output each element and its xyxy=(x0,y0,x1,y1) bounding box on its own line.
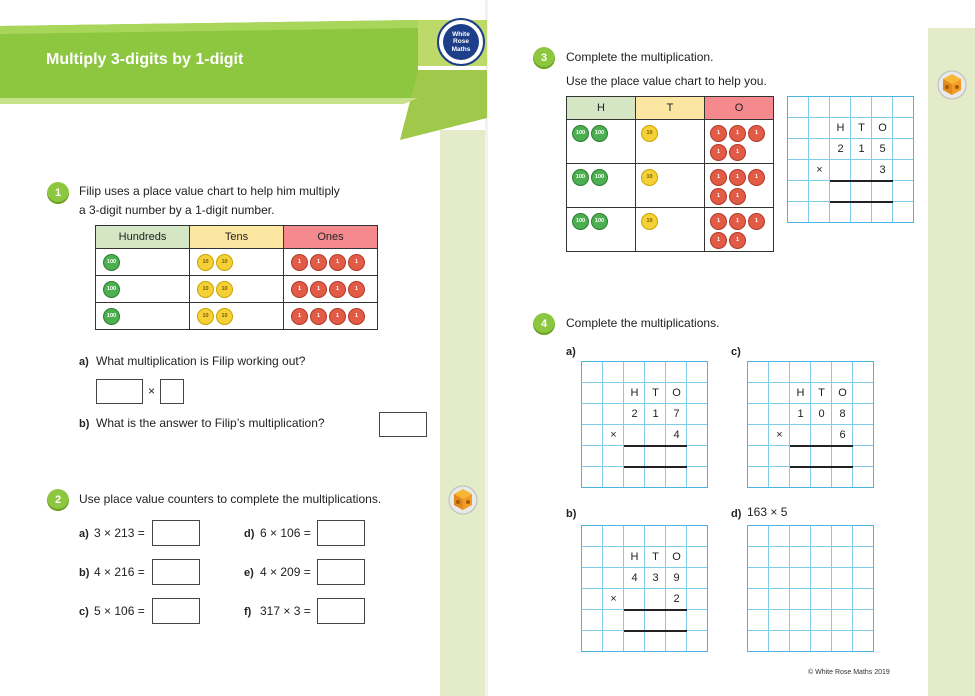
ones-cell xyxy=(705,164,774,208)
one-counter: 1 xyxy=(748,213,765,230)
ten-counter: 10 xyxy=(641,213,658,230)
left-margin-strip xyxy=(440,130,487,696)
ones-cell xyxy=(284,276,378,303)
grid-o: O xyxy=(672,551,681,563)
grid-h: H xyxy=(630,387,639,399)
q3-place-value-chart xyxy=(566,96,774,252)
grid-digit: 6 xyxy=(839,429,846,441)
question-number: 1 xyxy=(47,182,69,204)
one-counter: 1 xyxy=(729,232,746,249)
hundred-counter: 100 xyxy=(103,308,120,325)
grid-h: H xyxy=(836,122,845,134)
one-counter: 1 xyxy=(310,281,327,298)
title-banner xyxy=(0,0,487,140)
logo-word: Rose xyxy=(453,38,469,46)
grid-o: O xyxy=(838,387,847,399)
question-number: 4 xyxy=(533,313,555,335)
q2a-expr: 3 × 213 = xyxy=(94,526,145,540)
q4b-label: b) xyxy=(566,508,577,520)
answer-line xyxy=(790,445,853,447)
one-counter: 1 xyxy=(710,169,727,186)
q1a-label: a) xyxy=(79,356,89,368)
q1-text-line2: a 3-digit number by a 1-digit number. xyxy=(79,203,275,217)
one-counter: 1 xyxy=(729,169,746,186)
ten-counter: 10 xyxy=(197,254,214,271)
q1a-text: What multiplication is Filip working out? xyxy=(96,354,306,368)
one-counter: 1 xyxy=(729,188,746,205)
q4c-working-grid[interactable] xyxy=(747,361,874,488)
q4-text: Complete the multiplications. xyxy=(566,316,720,330)
q3-working-grid[interactable] xyxy=(787,96,914,223)
one-counter: 1 xyxy=(710,232,727,249)
grid-times: × xyxy=(610,429,617,441)
ones-cell xyxy=(705,208,774,252)
answer-line xyxy=(624,466,687,468)
q2e-answer-box[interactable] xyxy=(317,559,365,585)
ten-counter: 10 xyxy=(197,308,214,325)
ones-cell xyxy=(284,249,378,276)
cube-counter-icon xyxy=(448,483,478,515)
ones-cell xyxy=(705,120,774,164)
one-counter: 1 xyxy=(291,254,308,271)
tens-cell xyxy=(190,276,284,303)
q2e-label: e) xyxy=(244,567,254,579)
grid-times: × xyxy=(816,164,823,176)
q2c-answer-box[interactable] xyxy=(152,598,200,624)
grid-digit: 1 xyxy=(858,143,865,155)
q1-place-value-chart xyxy=(95,225,378,330)
hundred-counter: 100 xyxy=(572,125,589,142)
logo-word: Maths xyxy=(451,45,471,53)
one-counter: 1 xyxy=(310,308,327,325)
one-counter: 1 xyxy=(348,308,365,325)
answer-line xyxy=(624,445,687,447)
grid-digit: 7 xyxy=(673,408,680,420)
hundred-counter: 100 xyxy=(572,213,589,230)
ten-counter: 10 xyxy=(641,169,658,186)
q2b-label: b) xyxy=(79,567,90,579)
hundreds-cell xyxy=(567,164,636,208)
header-tens: Tens xyxy=(190,226,284,249)
grid-digit: 2 xyxy=(837,143,844,155)
grid-digit: 9 xyxy=(673,572,680,584)
tens-cell xyxy=(636,120,705,164)
one-counter: 1 xyxy=(291,308,308,325)
answer-line xyxy=(624,609,687,611)
q4d-working-grid[interactable] xyxy=(747,525,874,652)
one-counter: 1 xyxy=(310,254,327,271)
q2f-label: f) xyxy=(244,606,252,618)
answer-line xyxy=(624,630,687,632)
hundreds-cell xyxy=(96,249,190,276)
grid-digit: 3 xyxy=(879,164,886,176)
logo-word: White xyxy=(452,30,470,38)
one-counter: 1 xyxy=(329,281,346,298)
q1b-answer-box[interactable] xyxy=(379,412,427,437)
hundred-counter: 100 xyxy=(591,125,608,142)
grid-digit: 4 xyxy=(673,429,680,441)
answer-line xyxy=(830,201,893,203)
hundreds-cell xyxy=(567,208,636,252)
grid-digit: 1 xyxy=(797,408,804,420)
grid-digit: 2 xyxy=(673,593,680,605)
q2b-answer-box[interactable] xyxy=(152,559,200,585)
q1b-label: b) xyxy=(79,418,90,430)
answer-line xyxy=(830,180,893,182)
q1-text-line1: Filip uses a place value chart to help him multiply xyxy=(79,184,340,198)
times-sign: × xyxy=(148,384,156,398)
header-t: T xyxy=(636,97,705,120)
q2b-expr: 4 × 216 = xyxy=(94,565,145,579)
grid-times: × xyxy=(610,593,617,605)
grid-t: T xyxy=(652,551,659,563)
grid-digit: 2 xyxy=(631,408,638,420)
ones-cell xyxy=(284,303,378,330)
q2-text: Use place value counters to complete the multiplications. xyxy=(79,492,382,506)
q2a-label: a) xyxy=(79,528,89,540)
hundred-counter: 100 xyxy=(591,169,608,186)
q2d-answer-box[interactable] xyxy=(317,520,365,546)
grid-o: O xyxy=(672,387,681,399)
grid-h: H xyxy=(796,387,805,399)
question-number: 2 xyxy=(47,489,69,511)
grid-digit: 8 xyxy=(839,408,846,420)
one-counter: 1 xyxy=(710,213,727,230)
ten-counter: 10 xyxy=(216,281,233,298)
grid-digit: 0 xyxy=(818,408,825,420)
one-counter: 1 xyxy=(748,125,765,142)
white-rose-maths-logo xyxy=(437,18,485,66)
one-counter: 1 xyxy=(729,213,746,230)
one-counter: 1 xyxy=(710,188,727,205)
tens-cell xyxy=(190,249,284,276)
right-margin-strip xyxy=(928,28,975,696)
hundreds-cell xyxy=(96,303,190,330)
cube-counter-icon xyxy=(937,68,967,100)
grid-times: × xyxy=(776,429,783,441)
header-ones: Ones xyxy=(284,226,378,249)
one-counter: 1 xyxy=(348,281,365,298)
ten-counter: 10 xyxy=(216,254,233,271)
hundred-counter: 100 xyxy=(591,213,608,230)
q3-text-line1: Complete the multiplication. xyxy=(566,50,714,64)
q4c-label: c) xyxy=(731,346,741,358)
q2a-answer-box[interactable] xyxy=(152,520,200,546)
hundred-counter: 100 xyxy=(103,254,120,271)
q2c-expr: 5 × 106 = xyxy=(94,604,145,618)
tens-cell xyxy=(190,303,284,330)
copyright: © White Rose Maths 2019 xyxy=(808,669,890,676)
q1b-text: What is the answer to Filip’s multiplication? xyxy=(96,416,325,430)
question-number: 3 xyxy=(533,47,555,69)
one-counter: 1 xyxy=(329,254,346,271)
grid-digit: 4 xyxy=(631,572,638,584)
q4a-working-grid[interactable] xyxy=(581,361,708,488)
grid-digit: 1 xyxy=(652,408,659,420)
grid-t: T xyxy=(818,387,825,399)
hundreds-cell xyxy=(96,276,190,303)
hundred-counter: 100 xyxy=(103,281,120,298)
q2c-label: c) xyxy=(79,606,89,618)
one-counter: 1 xyxy=(348,254,365,271)
tens-cell xyxy=(636,208,705,252)
ten-counter: 10 xyxy=(197,281,214,298)
one-counter: 1 xyxy=(710,144,727,161)
hundreds-cell xyxy=(567,120,636,164)
q2d-label: d) xyxy=(244,528,255,540)
grid-t: T xyxy=(652,387,659,399)
one-counter: 1 xyxy=(329,308,346,325)
one-counter: 1 xyxy=(748,169,765,186)
grid-h: H xyxy=(630,551,639,563)
q1a-answer-box-2[interactable] xyxy=(160,379,184,404)
answer-line xyxy=(790,466,853,468)
q3-text-line2: Use the place value chart to help you. xyxy=(566,74,767,88)
tens-cell xyxy=(636,164,705,208)
hundred-counter: 100 xyxy=(572,169,589,186)
one-counter: 1 xyxy=(710,125,727,142)
q2d-expr: 6 × 106 = xyxy=(260,526,311,540)
q2f-expr: 317 × 3 = xyxy=(260,604,311,618)
grid-digit: 5 xyxy=(879,143,886,155)
q1a-answer-box-1[interactable] xyxy=(96,379,143,404)
q4d-expr: 163 × 5 xyxy=(747,505,788,519)
q2f-answer-box[interactable] xyxy=(317,598,365,624)
q4d-label: d) xyxy=(731,508,742,520)
page-title: Multiply 3-digits by 1-digit xyxy=(46,51,244,68)
one-counter: 1 xyxy=(729,144,746,161)
ten-counter: 10 xyxy=(216,308,233,325)
q2e-expr: 4 × 209 = xyxy=(260,565,311,579)
q4a-label: a) xyxy=(566,346,576,358)
header-hundreds: Hundreds xyxy=(96,226,190,249)
one-counter: 1 xyxy=(729,125,746,142)
ten-counter: 10 xyxy=(641,125,658,142)
grid-o: O xyxy=(878,122,887,134)
header-o: O xyxy=(705,97,774,120)
grid-t: T xyxy=(858,122,865,134)
grid-digit: 3 xyxy=(652,572,659,584)
one-counter: 1 xyxy=(291,281,308,298)
q4b-working-grid[interactable] xyxy=(581,525,708,652)
header-h: H xyxy=(567,97,636,120)
